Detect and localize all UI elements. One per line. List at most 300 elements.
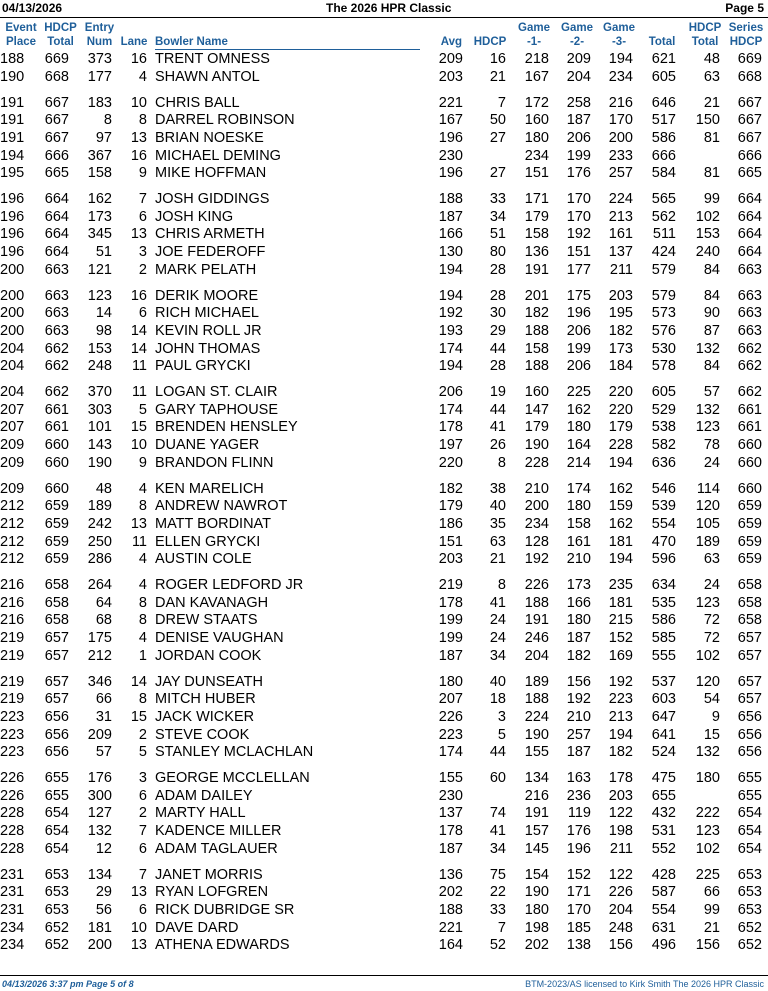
cell-game-3: 234 [608,68,633,85]
cell-series-hdcp: 661 [737,419,762,436]
cell-hdcp-total-2: 57 [703,384,720,401]
cell-bowler-name: STANLEY MCLACHLAN [155,744,314,761]
cell-game-2: 170 [566,208,591,225]
cell-game-2: 176 [566,165,591,182]
table-row [0,341,768,358]
cell-hdcp-total: 659 [44,515,69,532]
cell-hdcp-total-2: 48 [703,51,720,67]
cell-total: 641 [651,726,676,743]
cell-total: 603 [651,691,676,708]
cell-game-1: 158 [524,226,549,243]
cell-place: 228 [0,823,25,839]
cell-total: 579 [651,261,676,278]
cell-game-1: 228 [524,454,549,471]
cell-hdcp: 8 [497,454,506,471]
cell-series-hdcp: 664 [737,208,762,225]
cell-series-hdcp: 660 [737,480,762,497]
cell-game-1: 191 [524,612,549,629]
cell-lane: 11 [131,358,147,375]
cell-entry-num: 250 [87,533,112,550]
cell-game-2: 210 [566,708,591,725]
cell-place: 196 [0,226,25,243]
cell-total: 584 [651,165,676,182]
cell-avg: 230 [438,787,463,804]
cell-series-hdcp: 667 [737,94,762,111]
cell-hdcp-total-2: 9 [711,708,720,725]
cell-game-2: 192 [566,691,591,708]
cell-game-1: 192 [524,551,549,568]
cell-game-2: 180 [566,498,591,515]
cell-game-3: 204 [608,901,633,918]
cell-hdcp-total-2: 81 [703,129,720,146]
cell-series-hdcp: 663 [737,287,762,304]
cell-hdcp-total: 662 [44,358,69,375]
cell-total: 631 [651,919,676,936]
cell-hdcp-total: 666 [44,147,69,164]
cell-entry-num: 158 [87,165,112,182]
cell-hdcp-total-2: 66 [703,884,720,901]
table-row [0,674,768,691]
cell-hdcp: 27 [489,129,506,146]
cell-bowler-name: JACK WICKER [155,708,255,725]
cell-bowler-name: KADENCE MILLER [155,823,282,839]
cell-lane: 6 [138,305,147,322]
cell-entry-num: 370 [87,384,112,401]
cell-entry-num: 367 [87,147,112,164]
cell-hdcp-total-2: 180 [695,770,720,787]
cell-hdcp-total: 655 [44,787,69,804]
cell-bowler-name: MITCH HUBER [155,691,256,708]
cell-hdcp: 18 [489,691,506,708]
cell-bowler-name: SHAWN ANTOL [155,68,260,85]
cell-hdcp: 33 [489,191,506,208]
cell-game-2: 156 [566,673,591,690]
cell-bowler-name: RYAN LOFGREN [155,884,269,901]
table-row [0,612,768,629]
cell-entry-num: 153 [87,340,112,357]
cell-place: 219 [0,691,25,708]
cell-game-1: 191 [524,261,549,278]
cell-bowler-name: CHRIS ARMETH [155,226,265,243]
cell-hdcp: 51 [489,226,506,243]
cell-series-hdcp: 664 [737,191,762,208]
cell-game-1: 180 [524,129,549,146]
table-row [0,226,768,243]
cell-avg: 206 [438,384,463,401]
cell-game-1: 136 [524,244,549,260]
cell-place: 209 [0,480,25,497]
cell-entry-num: 175 [87,630,112,646]
cell-hdcp-total: 652 [44,919,69,936]
cell-bowler-name: ATHENA EDWARDS [155,937,290,954]
cell-series-hdcp: 668 [737,68,762,85]
cell-total: 562 [651,208,676,225]
cell-game-2: 170 [566,901,591,918]
cell-game-3: 173 [608,340,633,357]
cell-game-2: 199 [566,147,591,164]
cell-avg: 220 [438,454,463,471]
table-row [0,51,768,68]
cell-place: 212 [0,533,25,550]
cell-entry-num: 373 [87,51,112,67]
cell-lane: 6 [138,901,147,918]
cell-game-2: 152 [566,866,591,883]
cell-entry-num: 121 [87,261,112,278]
cell-lane: 1 [138,647,147,664]
cell-hdcp-total-2: 120 [695,498,720,515]
cell-game-1: 155 [524,744,549,761]
cell-series-hdcp: 663 [737,322,762,339]
cell-bowler-name: JOSH KING [155,208,234,225]
cell-hdcp: 52 [489,937,506,954]
cell-game-2: 206 [566,358,591,375]
table-row [0,534,768,551]
cell-bowler-name: DARREL ROBINSON [155,112,295,129]
cell-game-1: 191 [524,805,549,822]
header-lane: Lane [120,36,148,48]
footer-left: 04/13/2026 3:37 pm Page 5 of 8 [2,979,134,989]
cell-total: 511 [652,226,676,243]
cell-total: 605 [651,384,676,401]
cell-total: 596 [651,551,676,568]
cell-place: 231 [0,901,25,918]
cell-total: 573 [651,305,676,322]
cell-series-hdcp: 656 [737,726,762,743]
table-row [0,148,768,165]
cell-lane: 6 [138,208,147,225]
cell-game-3: 182 [608,322,633,339]
cell-game-1: 167 [524,68,549,85]
cell-hdcp-total: 656 [44,744,69,761]
cell-place: 204 [0,358,25,375]
table-row [0,841,768,858]
cell-game-3: 162 [608,515,633,532]
cell-avg: 199 [438,612,463,629]
cell-total: 655 [651,787,676,804]
cell-place: 191 [0,112,25,129]
cell-avg: 180 [438,673,463,690]
table-row [0,95,768,112]
cell-entry-num: 242 [87,515,112,532]
cell-entry-num: 345 [87,226,112,243]
cell-hdcp-total-2: 15 [703,726,720,743]
cell-avg: 202 [438,884,463,901]
table-row [0,867,768,884]
cell-series-hdcp: 654 [737,823,762,839]
cell-bowler-name: GARY TAPHOUSE [155,401,279,418]
cell-bowler-name: JOHN THOMAS [155,340,261,357]
cell-game-1: 160 [524,112,549,129]
cell-place: 196 [0,191,25,208]
cell-game-3: 248 [608,919,633,936]
cell-game-3: 137 [608,244,633,260]
cell-lane: 8 [138,612,147,629]
cell-lane: 2 [138,261,147,278]
cell-total: 666 [651,147,676,164]
cell-hdcp-total-2: 114 [696,480,720,497]
cell-bowler-name: ADAM TAGLAUER [155,840,278,857]
cell-series-hdcp: 657 [737,647,762,664]
cell-game-2: 206 [566,322,591,339]
cell-series-hdcp: 654 [737,840,762,857]
cell-entry-num: 132 [87,823,112,839]
cell-avg: 192 [438,305,463,322]
cell-lane: 4 [138,577,147,594]
cell-hdcp: 40 [489,498,506,515]
cell-hdcp-total: 653 [44,884,69,901]
cell-total: 432 [651,805,676,822]
cell-hdcp-total: 659 [44,551,69,568]
cell-hdcp-total: 663 [44,305,69,322]
cell-total: 517 [651,112,676,129]
cell-game-3: 122 [608,866,633,883]
table-row [0,884,768,901]
cell-hdcp-total-2: 63 [703,551,720,568]
cell-game-3: 211 [609,840,633,857]
cell-avg: 219 [438,577,463,594]
cell-game-2: 196 [566,305,591,322]
cell-hdcp-total-2: 72 [703,612,720,629]
cell-game-1: 202 [524,937,549,954]
cell-series-hdcp: 658 [737,612,762,629]
cell-entry-num: 189 [87,498,112,515]
cell-entry-num: 190 [87,454,112,471]
cell-game-1: 145 [524,840,549,857]
cell-game-3: 213 [608,208,633,225]
header-game-3: Game -3- [603,22,635,48]
table-row [0,69,768,86]
cell-hdcp-total: 657 [44,673,69,690]
cell-lane: 6 [138,787,147,804]
cell-hdcp-total-2: 21 [703,919,720,936]
cell-lane: 7 [138,866,147,883]
cell-total: 605 [651,68,676,85]
cell-hdcp-total-2: 225 [695,866,720,883]
cell-hdcp-total: 662 [44,384,69,401]
cell-series-hdcp: 657 [737,630,762,646]
cell-game-3: 192 [608,673,633,690]
cell-avg: 166 [438,226,463,243]
cell-entry-num: 177 [87,68,112,85]
cell-game-2: 158 [566,515,591,532]
cell-series-hdcp: 656 [737,744,762,761]
cell-place: 223 [0,726,25,743]
cell-entry-num: 300 [87,787,112,804]
cell-bowler-name: AUSTIN COLE [155,551,252,568]
cell-game-2: 176 [566,823,591,839]
cell-avg: 155 [438,770,463,787]
cell-avg: 196 [438,165,463,182]
cell-hdcp-total: 656 [44,726,69,743]
cell-game-3: 184 [608,358,633,375]
cell-game-3: 170 [608,112,633,129]
cell-game-1: 179 [524,208,549,225]
cell-game-1: 160 [524,384,549,401]
cell-lane: 13 [130,226,147,243]
cell-game-2: 204 [566,68,591,85]
table-row [0,920,768,937]
table-row [0,648,768,665]
cell-game-1: 180 [524,901,549,918]
table-row [0,384,768,401]
cell-game-2: 162 [566,401,591,418]
cell-hdcp: 28 [489,261,506,278]
header-event-place: Event Place [5,22,37,48]
cell-bowler-name: JORDAN COOK [155,647,262,664]
cell-avg: 178 [438,823,463,839]
cell-place: 226 [0,770,25,787]
cell-hdcp: 74 [489,805,506,822]
cell-hdcp-total: 659 [44,498,69,515]
cell-lane: 13 [130,129,147,146]
cell-hdcp: 44 [489,401,506,418]
cell-place: 196 [0,244,25,260]
cell-place: 228 [0,840,25,857]
cell-total: 475 [651,770,676,787]
cell-hdcp: 33 [489,901,506,918]
cell-lane: 10 [130,94,147,111]
cell-place: 231 [0,884,25,901]
table-row [0,191,768,208]
cell-avg: 182 [438,480,463,497]
cell-avg: 130 [438,244,463,260]
cell-hdcp-total: 654 [44,823,69,839]
cell-series-hdcp: 662 [737,358,762,375]
cell-game-1: 200 [524,498,549,515]
table-row [0,709,768,726]
cell-lane: 10 [130,919,147,936]
cell-game-1: 198 [524,919,549,936]
cell-hdcp: 27 [489,165,506,182]
cell-bowler-name: KEN MARELICH [155,480,264,497]
cell-total: 587 [651,884,676,901]
cell-entry-num: 162 [87,191,112,208]
cell-hdcp: 35 [489,515,506,532]
cell-game-1: 128 [524,533,549,550]
cell-series-hdcp: 659 [737,498,762,515]
cell-place: 223 [0,708,25,725]
cell-hdcp: 34 [489,208,506,225]
cell-entry-num: 286 [87,551,112,568]
cell-avg: 178 [438,594,463,611]
cell-hdcp-total: 663 [44,322,69,339]
table-row [0,744,768,761]
header-game-2: Game -2- [561,22,593,48]
cell-avg: 226 [438,708,463,725]
table-row [0,165,768,182]
table-row [0,402,768,419]
cell-game-2: 196 [566,840,591,857]
cell-game-1: 190 [524,726,549,743]
cell-game-2: 171 [566,884,591,901]
cell-entry-num: 98 [95,322,112,339]
cell-place: 200 [0,287,25,304]
cell-place: 200 [0,322,25,339]
cell-game-2: 187 [566,744,591,761]
cell-total: 586 [651,612,676,629]
table-row [0,437,768,454]
cell-hdcp-total: 667 [44,94,69,111]
table-row [0,770,768,787]
cell-entry-num: 14 [95,305,112,322]
cell-game-3: 198 [608,823,633,839]
cell-total: 546 [651,480,676,497]
cell-game-2: 119 [567,805,591,822]
cell-total: 552 [651,840,676,857]
cell-lane: 15 [130,708,147,725]
cell-game-3: 226 [608,884,633,901]
cell-place: 212 [0,498,25,515]
cell-series-hdcp: 662 [737,340,762,357]
cell-place: 234 [0,919,25,936]
cell-series-hdcp: 653 [737,866,762,883]
cell-total: 578 [651,358,676,375]
cell-game-3: 211 [609,261,633,278]
cell-hdcp: 16 [489,51,506,67]
cell-total: 646 [651,94,676,111]
cell-lane: 4 [138,480,147,497]
cell-hdcp: 41 [489,419,506,436]
cell-total: 524 [651,744,676,761]
cell-avg: 174 [438,744,463,761]
cell-hdcp-total-2: 153 [695,226,720,243]
cell-avg: 197 [438,437,463,453]
cell-hdcp-total-2: 240 [695,244,720,260]
cell-game-3: 216 [608,94,633,111]
cell-total: 424 [651,244,676,260]
table-row [0,498,768,515]
cell-lane: 11 [131,384,147,401]
cell-game-1: 188 [524,322,549,339]
cell-game-2: 180 [566,612,591,629]
cell-game-1: 234 [524,515,549,532]
cell-game-1: 210 [524,480,549,497]
cell-total: 470 [651,533,676,550]
cell-game-2: 257 [566,726,591,743]
cell-total: 535 [651,594,676,611]
cell-game-3: 224 [608,191,633,208]
cell-hdcp-total-2: 54 [703,691,720,708]
header-bowler-name: Bowler Name [155,21,420,50]
cell-hdcp-total-2: 123 [695,594,720,611]
cell-series-hdcp: 652 [737,919,762,936]
cell-lane: 15 [130,419,147,436]
table-row [0,244,768,261]
cell-hdcp: 8 [497,577,506,594]
cell-hdcp: 21 [489,68,506,85]
cell-entry-num: 183 [87,94,112,111]
cell-game-2: 163 [566,770,591,787]
cell-avg: 174 [438,401,463,418]
cell-series-hdcp: 657 [737,691,762,708]
cell-bowler-name: TRENT OMNESS [155,51,270,67]
cell-game-3: 220 [608,401,633,418]
cell-game-2: 151 [566,244,591,260]
cell-total: 529 [651,401,676,418]
cell-bowler-name: DENISE VAUGHAN [155,630,284,646]
cell-bowler-name: JAY DUNSEATH [155,673,263,690]
cell-hdcp-total: 660 [44,437,69,453]
cell-place: 204 [0,340,25,357]
cell-series-hdcp: 655 [737,787,762,804]
cell-game-3: 169 [608,647,633,664]
cell-avg: 221 [438,919,463,936]
cell-avg: 194 [438,261,463,278]
cell-hdcp: 28 [489,287,506,304]
cell-lane: 11 [131,533,147,550]
cell-series-hdcp: 652 [737,937,762,954]
cell-place: 190 [0,68,25,85]
